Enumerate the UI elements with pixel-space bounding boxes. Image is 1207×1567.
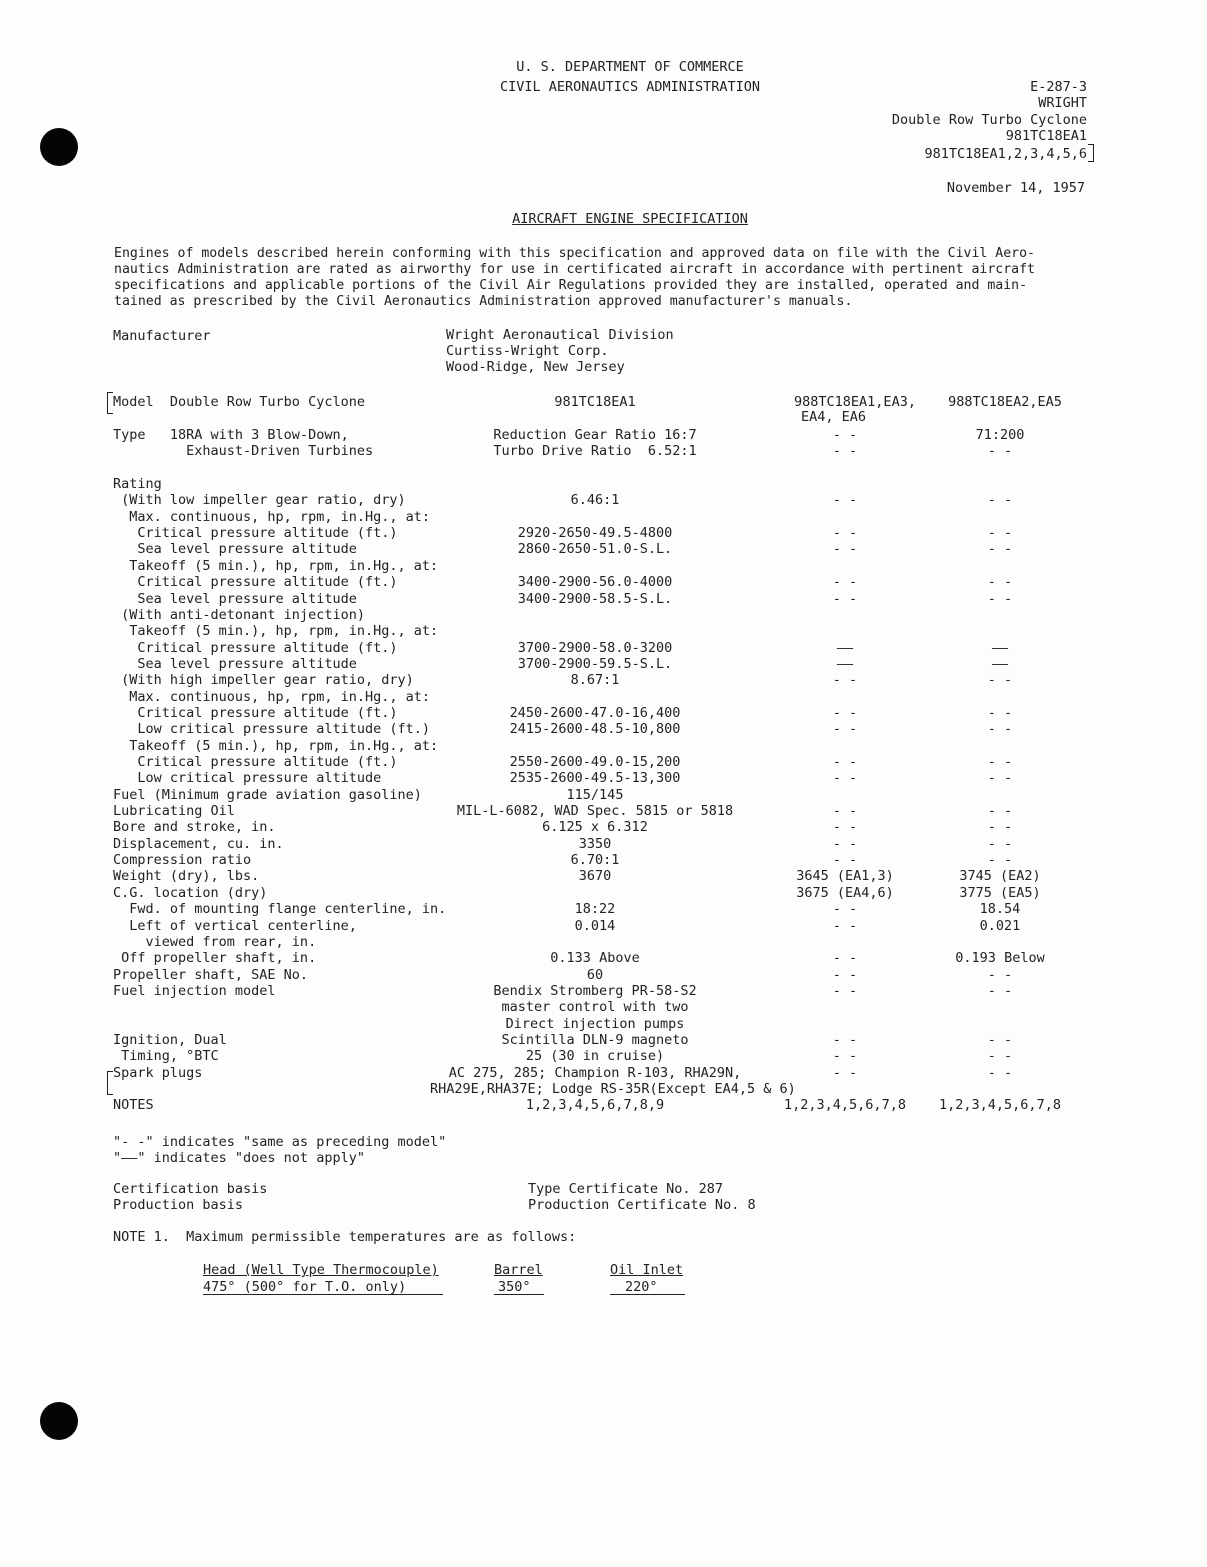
row-col-1: Turbo Drive Ratio 6.52:1 [493, 443, 697, 460]
row-col-1: 2535-2600-49.5-13,300 [509, 770, 681, 787]
table-row [0, 934, 1207, 950]
row-col-3: - - [987, 672, 1013, 689]
model-col-2a: 988TC18EA1,EA3, [794, 394, 916, 410]
row-col-2: - - [832, 1031, 858, 1048]
intro-line-2: nautics Administration are rated as airworthy for use in certificated aircraft in accordance with pertinent aircraft [114, 262, 1035, 277]
row-label: Bore and stroke, in. [113, 819, 276, 836]
row-col-1: Bendix Stromberg PR-58-S2 [493, 982, 697, 999]
dept-line-2: CIVIL AERONAUTICS ADMINISTRATION [499, 79, 761, 95]
manufacturer-line-1: Wright Aeronautical Division [446, 327, 674, 343]
cert-basis-label: Certification basis [113, 1181, 268, 1197]
row-label: (With anti-detonant injection) [113, 606, 365, 623]
row-label: Max. continuous, hp, rpm, in.Hg., at: [113, 688, 430, 705]
temp-barrel-underline [494, 1294, 544, 1295]
manufacturer-label: Manufacturer [113, 328, 211, 344]
row-col-1: MIL-L-6082, WAD Spec. 5815 or 5818 [456, 803, 734, 820]
row-col-3: - - [987, 754, 1013, 770]
temp-oil-underline [610, 1294, 685, 1295]
table-row [0, 607, 1207, 623]
row-label: (With low impeller gear ratio, dry) [113, 492, 406, 509]
row-label: Takeoff (5 min.), hp, rpm, in.Hg., at: [113, 557, 439, 574]
table-row [0, 983, 1207, 999]
temp-head-underline [203, 1294, 443, 1295]
row-col-2: - - [832, 982, 858, 999]
table-row [0, 852, 1207, 868]
table-row [0, 689, 1207, 705]
temp-head-value: 475° (500° for T.O. only) [203, 1279, 407, 1295]
prod-basis-label: Production basis [113, 1197, 244, 1213]
row-col-2: - - [832, 966, 858, 983]
row-col-3: - - [987, 982, 1013, 999]
row-label: Spark plugs [113, 1064, 203, 1081]
table-row [0, 803, 1207, 819]
row-col-1: 6.125 x 6.312 [542, 819, 648, 836]
table-row [0, 640, 1207, 656]
table-row [0, 558, 1207, 574]
table-row [0, 1032, 1207, 1048]
row-label: Critical pressure altitude (ft.) [113, 704, 398, 721]
table-row [0, 754, 1207, 770]
spec-number: E-287-3 [1030, 79, 1087, 95]
table-row [0, 787, 1207, 803]
table-row [0, 868, 1207, 884]
row-col-1: Direct injection pumps [505, 1015, 685, 1032]
row-label: Sea level pressure altitude [113, 590, 357, 607]
row-label: Compression ratio [113, 852, 252, 869]
table-row [0, 1065, 1207, 1081]
row-label: Fuel (Minimum grade aviation gasoline) [113, 786, 422, 803]
row-col-1: Reduction Gear Ratio 16:7 [493, 427, 697, 443]
table-row [0, 1081, 1207, 1097]
row-col-2: - - [832, 1064, 858, 1081]
table-row [0, 656, 1207, 672]
row-label: Type 18RA with 3 Blow-Down, [113, 427, 349, 443]
row-col-3: - - [987, 852, 1013, 869]
row-col-2: - - [832, 803, 858, 820]
intro-line-1: Engines of models described herein conforming with this specification and approved data on file with the Civil Aero- [114, 246, 1035, 261]
row-col-3: - - [987, 492, 1013, 509]
row-label: Critical pressure altitude (ft.) [113, 574, 398, 591]
row-col-1: 3350 [578, 835, 612, 852]
row-label: Max. continuous, hp, rpm, in.Hg., at: [113, 508, 430, 525]
row-col-1: 6.46:1 [570, 492, 620, 509]
prod-basis-value: Production Certificate No. 8 [528, 1197, 756, 1213]
table-row [0, 574, 1207, 590]
cert-basis-value: Type Certificate No. 287 [528, 1181, 724, 1197]
row-col-3: —— [991, 655, 1009, 672]
row-col-1: 3400-2900-58.5-S.L. [517, 590, 673, 607]
table-row [0, 591, 1207, 607]
row-col-1: AC 275, 285; Champion R-103, RHA29N, [448, 1064, 742, 1081]
row-col-2: - - [832, 835, 858, 852]
row-label: NOTES [113, 1097, 154, 1114]
table-row [0, 443, 1207, 459]
table-row [0, 885, 1207, 901]
row-label: Ignition, Dual [113, 1031, 227, 1048]
temp-oil-header: Oil Inlet [610, 1262, 684, 1278]
row-col-2: - - [832, 819, 858, 836]
table-row [0, 770, 1207, 786]
row-col-3: 71:200 [975, 427, 1025, 443]
model-col-1: 981TC18EA1 [554, 394, 636, 410]
row-col-3: - - [987, 1064, 1013, 1081]
row-col-3: - - [987, 525, 1013, 542]
row-col-3: 3775 (EA5) [959, 884, 1041, 901]
row-label: Propeller shaft, SAE No. [113, 966, 309, 983]
table-row [0, 525, 1207, 541]
row-col-1: 2860-2650-51.0-S.L. [517, 541, 673, 558]
table-row [0, 901, 1207, 917]
row-label: Exhaust-Driven Turbines [113, 443, 374, 460]
row-col-1: 2920-2650-49.5-4800 [517, 525, 673, 542]
row-label: (With high impeller gear ratio, dry) [113, 672, 414, 689]
row-label: C.G. location (dry) [113, 884, 268, 901]
row-col-1: 2550-2600-49.0-15,200 [509, 754, 681, 770]
temp-barrel-header: Barrel [494, 1262, 543, 1278]
table-row [0, 492, 1207, 508]
table-row [0, 950, 1207, 966]
row-label: Takeoff (5 min.), hp, rpm, in.Hg., at: [113, 623, 439, 640]
row-col-2: - - [832, 492, 858, 509]
row-col-2: - - [832, 917, 858, 934]
temp-oil-value: 220° [625, 1279, 658, 1295]
row-col-1: master control with two [501, 999, 689, 1016]
table-row [0, 427, 1207, 443]
table-row [0, 509, 1207, 525]
row-col-2: - - [832, 1048, 858, 1065]
row-col-2: - - [832, 704, 858, 721]
row-col-2: - - [832, 754, 858, 770]
table-row [0, 476, 1207, 492]
row-col-3: 0.021 [979, 917, 1021, 934]
table-row [0, 819, 1207, 835]
table-row [0, 1048, 1207, 1064]
table-row [0, 721, 1207, 737]
row-col-2: - - [832, 590, 858, 607]
row-col-3: - - [987, 1031, 1013, 1048]
row-label: Displacement, cu. in. [113, 835, 284, 852]
row-col-3: 1,2,3,4,5,6,7,8 [939, 1097, 1061, 1114]
table-row [0, 918, 1207, 934]
intro-line-3: specifications and applicable portions of the Civil Air Regulations provided they are installed, operated and main- [114, 278, 1028, 293]
row-col-2: —— [836, 639, 854, 656]
row-col-1: 0.133 Above [550, 950, 640, 967]
row-label: Critical pressure altitude (ft.) [113, 639, 398, 656]
row-label: Fwd. of mounting flange centerline, in. [113, 901, 447, 918]
row-col-1: 115/145 [566, 786, 624, 803]
table-row [0, 541, 1207, 557]
row-col-2: - - [832, 672, 858, 689]
row-col-1: RHA29E,RHA37E; Lodge RS-35R(Except EA4,5 & 6) [430, 1081, 796, 1097]
row-label: Sea level pressure altitude [113, 655, 357, 672]
table-row [0, 1097, 1207, 1113]
row-col-1: 60 [586, 966, 604, 983]
table-row [0, 967, 1207, 983]
row-col-1: Scintilla DLN-9 magneto [501, 1031, 689, 1048]
row-label: Off propeller shaft, in. [113, 950, 317, 967]
row-col-2: - - [832, 852, 858, 869]
row-col-2: - - [832, 950, 858, 967]
row-label: Rating [113, 476, 162, 493]
table-row [0, 705, 1207, 721]
table-row [0, 999, 1207, 1015]
spark-plug-bracket [107, 1071, 113, 1095]
row-col-1: 3700-2900-59.5-S.L. [517, 655, 673, 672]
model-label: Model Double Row Turbo Cyclone [113, 394, 365, 410]
row-col-1: 0.014 [574, 917, 616, 934]
row-col-2: - - [832, 427, 858, 443]
row-label: viewed from rear, in. [113, 933, 317, 950]
row-col-2: 3645 (EA1,3) [796, 868, 894, 885]
row-label: Takeoff (5 min.), hp, rpm, in.Hg., at: [113, 737, 439, 754]
row-col-3: - - [987, 835, 1013, 852]
row-col-1: 18:22 [574, 901, 616, 918]
row-col-3: - - [987, 574, 1013, 591]
temp-head-header: Head (Well Type Thermocouple) [203, 1262, 439, 1278]
row-col-3: - - [987, 704, 1013, 721]
maker-name: WRIGHT [1038, 95, 1087, 111]
row-col-3: - - [987, 803, 1013, 820]
table-row [0, 672, 1207, 688]
dept-line-1: U. S. DEPARTMENT OF COMMERCE [516, 59, 744, 75]
row-col-3: - - [987, 966, 1013, 983]
row-col-2: 1,2,3,4,5,6,7,8 [784, 1097, 906, 1114]
legend-not-apply: "——" indicates "does not apply" [113, 1150, 365, 1166]
row-col-1: 3400-2900-56.0-4000 [517, 574, 673, 591]
manufacturer-line-2: Curtiss-Wright Corp. [446, 343, 609, 359]
table-row [0, 623, 1207, 639]
row-label: Left of vertical centerline, [113, 917, 357, 934]
row-col-1: 8.67:1 [570, 672, 620, 689]
row-col-2: - - [832, 574, 858, 591]
intro-line-4: tained as prescribed by the Civil Aeronautics Administration approved manufacturer's manuals. [114, 294, 853, 309]
table-row [0, 836, 1207, 852]
row-col-3: 0.193 Below [955, 950, 1045, 967]
row-label: Critical pressure altitude (ft.) [113, 525, 398, 542]
row-col-3: —— [991, 639, 1009, 656]
row-col-3: 3745 (EA2) [959, 868, 1041, 885]
row-label: Low critical pressure altitude (ft.) [113, 721, 430, 738]
model-col-3: 988TC18EA2,EA5 [948, 394, 1062, 410]
row-col-2: - - [832, 525, 858, 542]
spec-date: November 14, 1957 [946, 180, 1085, 196]
row-col-1: 3670 [578, 868, 612, 885]
row-col-1: 2450-2600-47.0-16,400 [509, 704, 681, 721]
row-col-1: 25 (30 in cruise) [525, 1048, 665, 1065]
row-col-1: 6.70:1 [570, 852, 620, 869]
row-col-2: 3675 (EA4,6) [796, 884, 894, 901]
row-col-2: - - [832, 443, 858, 460]
row-col-3: - - [987, 721, 1013, 738]
row-col-2: - - [832, 721, 858, 738]
row-col-2: - - [832, 901, 858, 918]
model-col-2b: EA4, EA6 [801, 409, 867, 425]
row-label: Lubricating Oil [113, 803, 235, 820]
row-col-3: - - [987, 770, 1013, 787]
row-label: Fuel injection model [113, 982, 276, 999]
row-label: Critical pressure altitude (ft.) [113, 754, 398, 770]
row-col-3: - - [987, 590, 1013, 607]
note-1-text: NOTE 1. Maximum permissible temperatures are as follows: [113, 1229, 577, 1245]
row-col-1: 1,2,3,4,5,6,7,8,9 [525, 1097, 665, 1114]
engine-name: Double Row Turbo Cyclone [891, 112, 1087, 128]
row-col-1: 2415-2600-48.5-10,800 [509, 721, 681, 738]
row-col-2: - - [832, 770, 858, 787]
row-col-3: - - [987, 443, 1013, 460]
row-col-3: - - [987, 541, 1013, 558]
header-model-2: 981TC18EA1,2,3,4,5,6 [924, 146, 1087, 162]
row-col-3: 18.54 [979, 901, 1021, 918]
table-row [0, 460, 1207, 476]
legend-same: "- -" indicates "same as preceding model" [113, 1134, 447, 1150]
document-title: AIRCRAFT ENGINE SPECIFICATION [512, 211, 748, 227]
row-col-2: —— [836, 655, 854, 672]
row-label: Timing, °BTC [113, 1048, 219, 1065]
row-label: Low critical pressure altitude [113, 770, 382, 787]
row-label: Weight (dry), lbs. [113, 868, 260, 885]
table-row [0, 1016, 1207, 1032]
manufacturer-line-3: Wood-Ridge, New Jersey [446, 359, 625, 375]
row-col-3: - - [987, 1048, 1013, 1065]
header-model-1: 981TC18EA1 [1005, 128, 1087, 144]
row-col-3: - - [987, 819, 1013, 836]
row-label: Sea level pressure altitude [113, 541, 357, 558]
table-row [0, 738, 1207, 754]
row-col-1: 3700-2900-58.0-3200 [517, 639, 673, 656]
temp-barrel-value: 350° [498, 1279, 531, 1295]
row-col-2: - - [832, 541, 858, 558]
